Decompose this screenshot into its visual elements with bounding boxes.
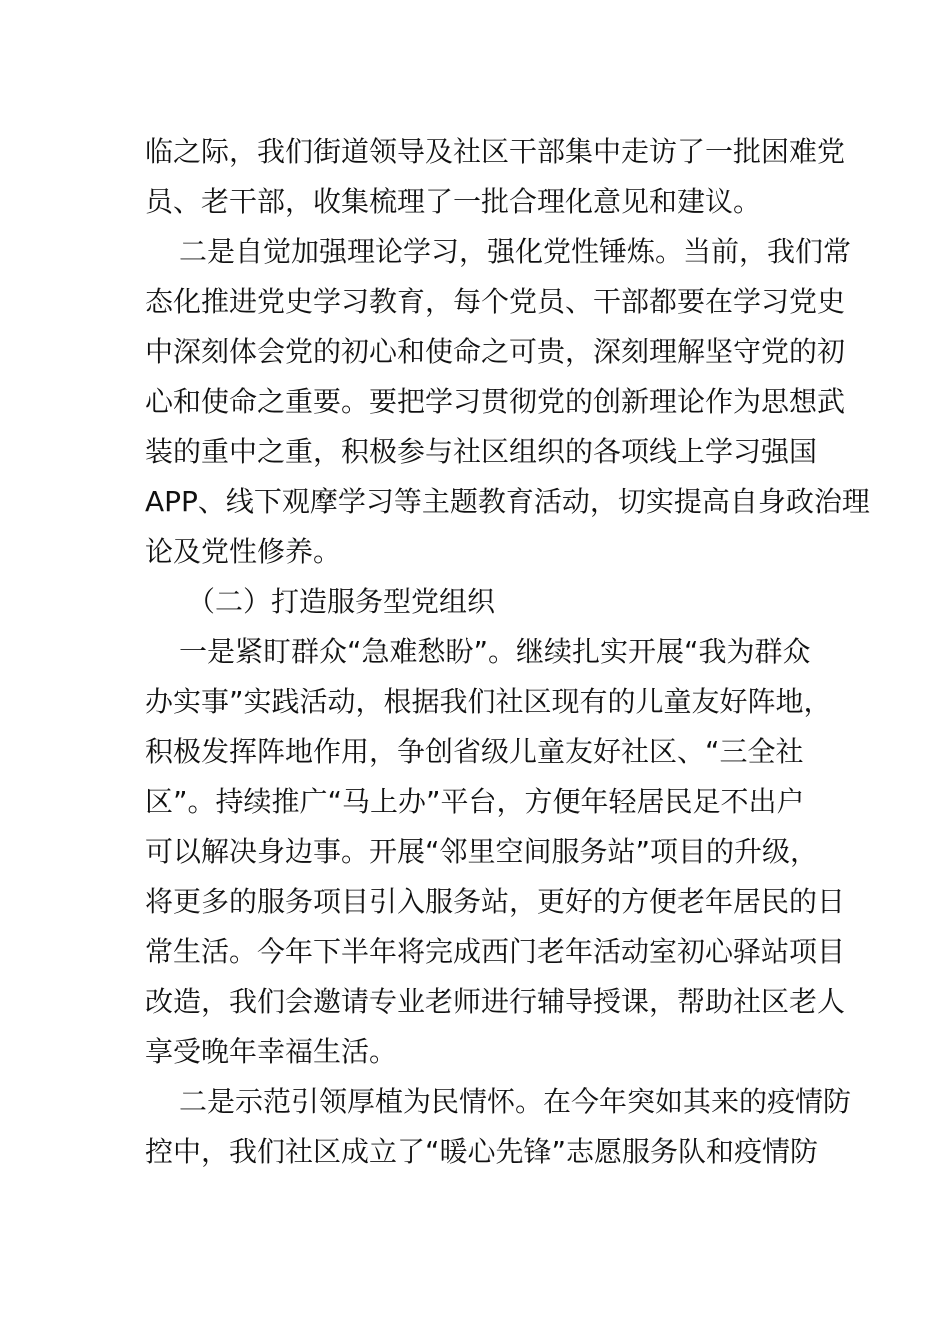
text-line: 临之际，我们街道领导及社区干部集中走访了一批困难党 xyxy=(145,135,846,168)
text-line: 常生活。今年下半年将完成西门老年活动室初心驿站项目 xyxy=(145,935,846,968)
text-line: 中深刻体会党的初心和使命之可贵，深刻理解坚守党的初 xyxy=(145,335,846,368)
paragraph-start-line: 二是自觉加强理论学习，强化党性锤炼。当前，我们常 xyxy=(179,235,852,268)
text-line: 装的重中之重，积极参与社区组织的各项线上学习强国 xyxy=(145,435,818,468)
text-line: 可以解决身边事。开展“邻里空间服务站”项目的升级， xyxy=(145,835,819,868)
text-line: 区”。持续推广“马上办”平台，方便年轻居民足不出户 xyxy=(145,785,805,818)
document-body xyxy=(145,127,870,1177)
text-line: 控中，我们社区成立了“暖心先锋”志愿服务队和疫情防 xyxy=(145,1135,819,1168)
text-line: 改造，我们会邀请专业老师进行辅导授课，帮助社区老人 xyxy=(145,985,846,1018)
text-line: 论及党性修养。 xyxy=(145,535,342,568)
text-line: 心和使命之重要。要把学习贯彻党的创新理论作为思想武 xyxy=(145,385,846,418)
text-line: 办实事”实践活动，根据我们社区现有的儿童友好阵地， xyxy=(145,685,832,718)
text-line: 态化推进党史学习教育，每个党员、干部都要在学习党史 xyxy=(145,285,846,318)
text-line: 积极发挥阵地作用，争创省级儿童友好社区、“三全社 xyxy=(145,735,804,768)
section-heading: （二）打造服务型党组织 xyxy=(187,585,496,618)
text-line: 将更多的服务项目引入服务站，更好的方便老年居民的日 xyxy=(145,885,846,918)
paragraph-start-line: 二是示范引领厚植为民情怀。在今年突如其来的疫情防 xyxy=(179,1085,852,1118)
text-line: APP、线下观摩学习等主题教育活动，切实提高自身政治理 xyxy=(145,485,870,518)
paragraph-start-line: 一是紧盯群众“急难愁盼”。继续扎实开展“我为群众 xyxy=(179,635,811,668)
text-line: 员、老干部，收集梳理了一批合理化意见和建议。 xyxy=(145,185,762,218)
text-line: 享受晚年幸福生活。 xyxy=(145,1035,398,1068)
